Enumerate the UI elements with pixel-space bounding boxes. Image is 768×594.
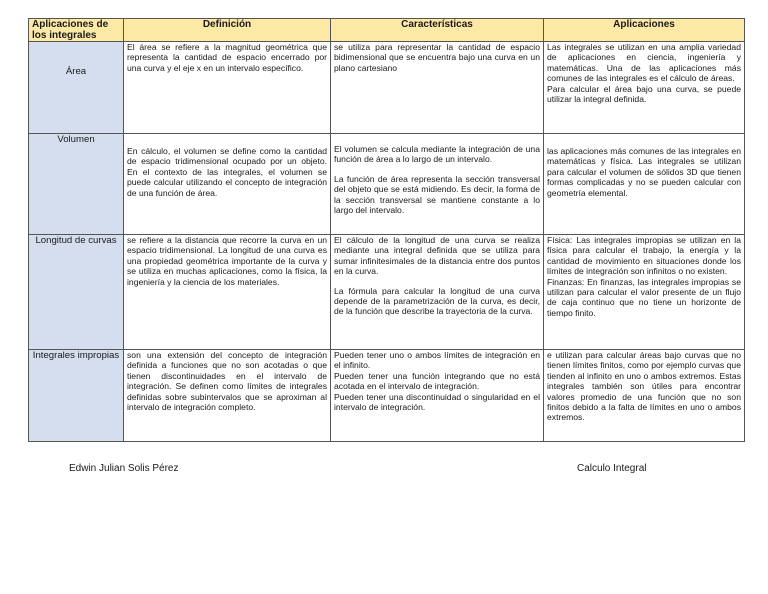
- row-label-text: Volumen: [57, 134, 95, 145]
- cell-definicion-impropias: [124, 350, 331, 442]
- cell-text: Física: Las integrales impropias se utilizan en la física para calcular el trabajo, la energía y la cantidad de movimiento en situaciones donde los límites de integración son infinitos o no existen.: [547, 235, 741, 277]
- cell-text: e utilizan para calcular áreas bajo curvas que no tienen límites finitos, como por ejemplo curvas que tienden al infinito en uno o ambos extremos. Estas integrales también son útiles para encontrar valores promedio de una función que no son finitos debido a la falta de límites en uno o ambos extremos.: [547, 350, 741, 423]
- row-volumen: [29, 134, 745, 235]
- cell-text: las aplicaciones más comunes de las integrales en matemáticas y física. Las integrales se utilizan para calcular el volumen de sólidos 3D que tienen formas complicadas y no se pueden calcular con geometría elemental.: [547, 146, 741, 198]
- author-name: Edwin Julian Solis Pérez: [69, 463, 179, 474]
- row-integrales-impropias: [29, 350, 745, 442]
- row-label-longitud-curvas: [29, 235, 124, 350]
- row-label-text: Área: [65, 66, 87, 77]
- cell-text: La función de área representa la sección transversal del objeto que se está midiendo. Es decir, la forma de la sección transversal se mantiene constante a lo largo del intervalo.: [334, 173, 540, 216]
- header-aplicaciones: Aplicaciones: [544, 19, 745, 42]
- cell-text: Pueden tener una discontinuidad o singularidad en el intervalo de integración.: [334, 391, 540, 413]
- row-label-text: Longitud de curvas: [35, 235, 117, 246]
- row-label-volumen: [29, 134, 124, 235]
- row-longitud-curvas: [29, 235, 745, 350]
- cell-caracteristicas-impropias: [331, 350, 544, 442]
- cell-text: Para calcular el área bajo una curva, se puede utilizar la integral definida.: [547, 83, 741, 105]
- cell-definicion-volumen: [124, 134, 331, 235]
- row-label-integrales-impropias: [29, 350, 124, 442]
- cell-caracteristicas-longitud: [331, 235, 544, 350]
- cell-text: Finanzas: En finanzas, las integrales impropias se utilizan para calcular el valor presente de un flujo de caja continuo que no tiene un horizonte de tiempo finito.: [547, 276, 741, 318]
- header-caracteristicas: Características: [331, 19, 544, 42]
- cell-text: El área se refiere a la magnitud geométrica que representa la cantidad de espacio encerrado por una curva y el eje x en un intervalo específico.: [127, 42, 327, 73]
- subject-name: Calculo Integral: [577, 463, 647, 474]
- cell-aplicaciones-volumen: [544, 134, 745, 235]
- cell-text: El cálculo de la longitud de una curva se realiza mediante una integral definida que se utiliza para sumar infinitesimales de la distancia entre dos puntos en la curva.: [334, 235, 540, 277]
- cell-aplicaciones-impropias: [544, 350, 745, 442]
- row-label-text: Integrales impropias: [32, 350, 120, 361]
- cell-text: Pueden tener uno o ambos límites de integración en el infinito.: [334, 350, 540, 371]
- row-area: [29, 42, 745, 134]
- integrals-table: [28, 18, 745, 442]
- cell-definicion-area: [124, 42, 331, 134]
- row-label-area: [29, 42, 124, 134]
- cell-text: se refiere a la distancia que recorre la curva en un espacio tridimensional. La longitud de una curva es una propiedad geométrica importante de la curva y se utiliza en muchas aplicaciones, como la física, la ingeniería y la ciencia de los materiales.: [127, 235, 327, 287]
- cell-caracteristicas-volumen: [331, 134, 544, 235]
- header-definicion: Definición: [124, 19, 331, 42]
- cell-caracteristicas-area: [331, 42, 544, 134]
- cell-text: El volumen se calcula mediante la integración de una función de área a lo largo de un intervalo.: [334, 144, 540, 165]
- cell-text: La fórmula para calcular la longitud de una curva depende de la parametrización de la curva, es decir, de la función que describe la trayectoria de la curva.: [334, 285, 540, 317]
- cell-text: se utiliza para representar la cantidad de espacio bidimensional que se encuentra bajo una curva en un plano cartesiano: [334, 42, 540, 73]
- header-aplicaciones-integrales: Aplicaciones de los integrales: [29, 19, 124, 42]
- cell-text: Pueden tener una función integrando que no está acotada en el intervalo de integración.: [334, 370, 540, 392]
- cell-text: En cálculo, el volumen se define como la cantidad de espacio tridimensional ocupado por un objeto. En el contexto de las integrales, el volumen se puede calcular utilizando el concepto de integración de una función de área.: [127, 146, 327, 198]
- cell-aplicaciones-area: [544, 42, 745, 134]
- header-row: [29, 19, 745, 42]
- cell-text: son una extensión del concepto de integración definida a funciones que no son acotadas o que tienen discontinuidades en el intervalo de integración. Se definen como límites de integrales definidas sobre subintervalos que se aproximan al intervalo de integración completo.: [127, 350, 327, 413]
- cell-text: Las integrales se utilizan en una amplia variedad de aplicaciones en ciencia, ingeniería y matemáticas. Una de las aplicaciones más comunes de las integrales es el cálculo de áreas.: [547, 42, 741, 84]
- cell-aplicaciones-longitud: [544, 235, 745, 350]
- cell-definicion-longitud: [124, 235, 331, 350]
